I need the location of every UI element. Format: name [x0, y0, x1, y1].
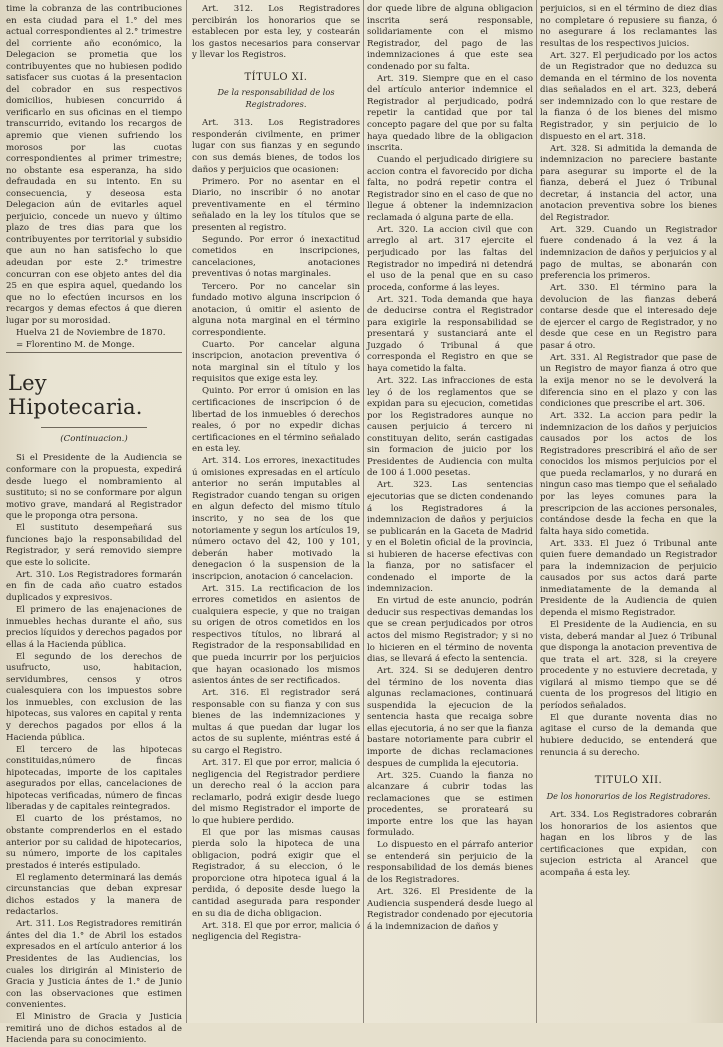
- article-paragraph: Art. 313. Los Registradores responderán civilmente, en primer lugar con sus fianzas y en segundo con sus demás bienes, de todos los daños y perjuicios que ocasionen:: [192, 118, 360, 175]
- article-paragraph: Art. 322. Las infracciones de esta ley ó de los reglamentos que se expidan para su ejecucion, cometidas por los Registradores aunque no causen perjuicio á tercero ni constituyan delito, serán castigadas sin formacion de juicio por los Presidentes de Audiencia con multa de 100 á 1.000 pesetas.: [367, 376, 533, 479]
- article-paragraph: Art. 328. Si admitida la demanda de indemnizacion no pareciere bastante para asegurar su importe el de la fianza, deberá el Juez ó Tribunal decretar, á instancia del actor, una anotacion preventiva sobre los bienes del Registrador.: [540, 143, 717, 223]
- notice-signature: = Florentino M. de Monge.: [16, 339, 135, 350]
- article-paragraph: El que por las mismas causas pierda solo la hipoteca de una obligacion, podrá exigir que el Registrador, á su eleccion, ó le proporcione otra hipoteca igual á la perdida, ó deposite desde luego la cantidad asegurada para responder en su dia de dicha obligacion.: [192, 827, 360, 919]
- article-paragraph: Art. 314. Los errores, inexactitudes ú omisiones expresadas en el artículo anterior no serán imputables al Registrador cuando tengan su origen en algun defecto del mismo título inscrito, y no sea de los que notoriamente y segun los artículos 19, número octavo del 42, 100 y 101, deberán haber motivado la denegacion ó la suspension de la inscripcion, anotacion ó cancelacion.: [192, 456, 360, 582]
- article-paragraph: perjuicios, si en el término de diez dias no completare ó repusiere su fianza, ó no asegurare á los reclamantes las resultas de los respectivos juicios.: [540, 4, 717, 49]
- title-heading: TITULO XII.: [594, 775, 663, 787]
- article-paragraph: Lo dispuesto en el párrafo anterior se entenderá sin perjuicio de la responsabilidad de los demás bienes de los Registradores.: [367, 840, 533, 886]
- article-paragraph: Art. 333. El Juez ó Tribunal ante quien fuere demandado un Registrador para la indemnizacion de perjuicio causados por sus actos dará parte inmediatamente de la demanda al Presidente de la Audiencia de quien dependa el mismo Registrador.: [540, 538, 717, 618]
- article-paragraph: El que durante noventa dias no agitase el curso de la demanda que hubiere deducido, se entenderá que renuncia á su derecho.: [540, 712, 717, 758]
- article-paragraph: El sustituto desempeñará sus funciones bajo la responsabilidad del Registrador, y será removido siempre que este lo solicite.: [6, 523, 182, 568]
- column-rule: [363, 0, 364, 1023]
- notice-date: Huelva 21 de Noviembre de 1870.: [16, 327, 166, 338]
- title-divider: [41, 427, 147, 428]
- article-paragraph: Art. 317. El que por error, malicia ó negligencia del Registrador perdiere un derecho real ó la accion para reclamarlo, podrá exigir desde luego del mismo Registrador el importe de lo que hubiere perdido.: [192, 757, 360, 826]
- article-paragraph: Art. 321. Toda demanda que haya de deducirse contra el Registrador para exigirle la responsabilidad se presentará y sustanciará ante el Juzgado ó Tribunal á que corresponda el Registro en que se haya cometido la falta.: [367, 294, 533, 374]
- article-paragraph: dor quede libre de alguna obligacion inscrita será responsable, solidariamente con el mismo Registrador, del pago de las indemnizaciones á que este sea condenado por su falta.: [367, 4, 533, 72]
- notice-text: time la cobranza de las contribuciones en esta ciudad para el 1.° del mes actual correspondientes al 2.° trimestre del corriente año económico, la Delegacion se prometia que los contribuyentes que no hubiesen podido satisfacer sus cuotas á la presentacion del cobrador en sus respectivos domicilios, hubiesen concurrido á verificarlo en sus oficinas en el tiempo transcurrido, evitando los recargos de apremio que vienen sufriendo los morosos por las cuotas correspondientes al primer trimestre; no obstante esa esperanza, ha sido defraudada en su intento. En su consecuencia, y deseosa esta Delegacion aún de evitarles aquel perjuicio, concede un nuevo y último plazo de tres dias para que los contribuyentes por territorial y subsidio que aun no han satisfecho lo que adeudan por este 2.° trimestre concurran con ese objeto antes del dia 25 en que espira aquel, quedando los que no lo efectúen incursos en los recargos y demas efectos á que dieren lugar por su morosidad.: [6, 4, 182, 326]
- article-paragraph: Art. 332. La accion para pedir la indemnizacion de los daños y perjuicios causados por los actos de los Registradores prescribirá el año de ser conocidos los mismos perjuicios por el que pueda reclamarlos, y no durará en ningun caso mas tiempo que el señalado por las leyes comunes para la prescripcion de las acciones personales, contándose desde la fecha en que la falta haya sido cometida.: [540, 411, 717, 537]
- title-heading: TÍTULO XI.: [244, 71, 308, 83]
- article-paragraph: Art. 310. Los Registradores formarán en fin de cada año cuatro estados duplicados y expresivos.: [6, 569, 182, 604]
- article-paragraph: El primero de las enajenaciones de inmuebles hechas durante el año, sus precios líquidos y derechos pagados por ellas á la Hacienda pública.: [6, 605, 182, 650]
- title-subheading: De los honorarios de los Registradores.: [546, 790, 711, 801]
- article-paragraph: El segundo de los derechos de usufructo, uso, habitacion, servidumbres, censos y otros cualesquiera con los impuestos sobre los inmuebles, con exclusion de las hipotecas, sus valores en capital y renta y derechos pagados por ellos á la Hacienda pública.: [6, 651, 182, 743]
- article-paragraph: Art. 329. Cuando un Registrador fuere condenado á la vez á la indemnizacion de daños y perjuicios y al pago de multas, se abonarán con preferencia los primeros.: [540, 224, 717, 282]
- column-rule: [186, 0, 187, 1023]
- article-paragraph: Art. 326. El Presidente de la Audiencia suspenderá desde luego al Registrador condenado por ejecutoria á la indemnizacion de daños y: [367, 887, 533, 932]
- article-paragraph: El reglamento determinará las demás circunstancias que deban expresar dichos estados y la manera de redactarlos.: [6, 872, 182, 918]
- article-paragraph: Primero. Por no asentar en el Diario, no inscribir ó no anotar preventivamente en el término señalado en la ley los títulos que se presenten al registro.: [192, 176, 360, 233]
- article-paragraph: Quinto. Por error ú omision en las certificaciones de inscripcion ó de libertad de los inmuebles ó derechos reales, ó por no expedir dichas certificaciones en el término señalado en esta ley.: [192, 386, 360, 455]
- article-paragraph: Art. 324. Si se dedujeren dentro del término de los noventa dias algunas reclamaciones, continuará suspendida la ejecucion de la sentencia hasta que recaiga sobre ellas ejecutoria, á no ser que la fianza bastare notoriamente para cubrir el importe de dichas reclamaciones despues de cumplida la ejecutoria.: [367, 666, 533, 769]
- article-paragraph: Art. 312. Los Registradores percibirán los honorarios que se establecen por esta ley, y costearán los gastos necesarios para conservar y llevar los Registros.: [192, 4, 360, 61]
- column-rule: [536, 0, 537, 1023]
- article-paragraph: Art. 319. Siempre que en el caso del artículo anterior indemnice el Registrador al perjudicado, podrá repetir la cantidad que por tal concepto pagare del que por su falta haya quedado libre de la obligacion inscrita.: [367, 73, 533, 154]
- column-3: [367, 4, 533, 934]
- article-paragraph: Art. 318. El que por error, malicia ó negligencia del Registra-: [192, 920, 360, 943]
- column-1: [6, 4, 182, 1047]
- column-2: [192, 4, 360, 944]
- column-4: [540, 4, 717, 880]
- article-paragraph: Cuando el perjudicado dirigiere su accion contra el favorecido por dicha falta, no podrá repetir contra el Registrador sino en el caso de que no llegue á obtener la indemnizacion reclamada ó alguna parte de ella.: [367, 155, 533, 223]
- article-paragraph: Art. 323. Las sentencias ejecutorias que se dicten condenando á los Registradores á la indemnizacion de daños y perjuicios se publicarán en la Gaceta de Madrid y en el Boletin oficial de la provincia, si hubieren de hacerse efectivas con la fianza, por no satisfacer el condenado el importe de la indemnizacion.: [367, 480, 533, 595]
- article-paragraph: El Presidente de la Audiencia, en su vista, deberá mandar al Juez ó Tribunal que disponga la anotacion preventiva de que trata el art. 328, si la creyere procedente y no estuviere decretada, y vigilará al mismo tiempo que se dé cuenta de los progresos del litigio en períodos señalados.: [540, 619, 717, 711]
- article-paragraph: Art. 320. La accion civil que con arreglo al art. 317 ejercite el perjudicado por las faltas del Registrador no impedirá ni detendrá el uso de la penal que en su caso proceda, conforme á las leyes.: [367, 224, 533, 293]
- article-paragraph: Art. 311. Los Registradores remitirán ántes del dia 1.° de Abril los estados expresados en el artículo anterior á los Presidentes de las Audiencias, los cuales los dirigirán al Ministerio de Gracia y Justicia ántes de 1.° de Junio con las observaciones que estimen convenientes.: [6, 919, 182, 1011]
- continued-label: (Continuacion.): [60, 433, 128, 444]
- article-paragraph: El Ministro de Gracia y Justicia remitirá uno de dichos estados al de Hacienda para su conocimiento.: [6, 1012, 182, 1046]
- section-divider: [6, 352, 182, 353]
- section-title: Ley Hipotecaria.: [8, 370, 143, 419]
- article-paragraph: Cuarto. Por cancelar alguna inscripcion, anotacion preventiva ó nota marginal sin el título y los requisitos que exige esta ley.: [192, 339, 360, 385]
- article-paragraph: Art. 331. Al Registrador que pase de un Registro de mayor fianza á otro que la exija menor no se le devolverá la diferencia sino en el plazo y con las condiciones que prescribe el art. 306.: [540, 352, 717, 410]
- article-paragraph: Tercero. Por no cancelar sin fundado motivo alguna inscripcion ó anotacion, ú omitir el asiento de alguna nota marginal en el término correspondiente.: [192, 281, 360, 338]
- article-paragraph: Art. 325. Cuando la fianza no alcanzare á cubrir todas las reclamaciones que se estimen procedentes, se prorateará su importe entre los que las hayan formulado.: [367, 770, 533, 839]
- article-paragraph: Art. 315. La rectificacion de los errores cometidos en asientos de cualquiera especie, y que no traigan su origen de otros cometidos en los respectivos títulos, no librará al Registrador de la responsabilidad en que pueda incurrir por los perjuicios que hayan ocasionado los mismos asientos ántes de ser rectificados.: [192, 583, 360, 687]
- article-paragraph: Art. 330. El término para la devolucion de las fianzas deberá contarse desde que el interesado deje de ejercer el cargo de Registrador, y no desde que cese en un Registro para pasar á otro.: [540, 283, 717, 351]
- title-subheading: De la responsabilidad de los Registradores.: [217, 87, 335, 109]
- article-paragraph: Art. 327. El perjudicado por los actos de un Registrador que no deduzca su demanda en el término de los noventa dias señalados en el art. 323, deberá ser indemnizado con lo que restare de la fianza ó de los bienes del mismo Registrador, y sin perjuicio de lo dispuesto en el art. 318.: [540, 50, 717, 142]
- article-paragraph: El cuarto de los préstamos, no obstante comprenderlos en el estado anterior por su calidad de hipotecarios, su número, importe de los capitales prestados é interés estipulado.: [6, 814, 182, 871]
- article-paragraph: El tercero de las hipotecas constituidas,número de fincas hipotecadas, importe de los capitales asegurados por ellas, cancelaciones de hipotecas verificadas, número de fincas liberadas y de capitales reintegrados.: [6, 744, 182, 813]
- article-paragraph: Segundo. Por error ó inexactitud cometidos en inscripciones, cancelaciones, anotaciones preventivas ó notas marginales.: [192, 234, 360, 280]
- article-paragraph: Art. 316. El registrador será responsable con su fianza y con sus bienes de las indemnizaciones y multas á que puedan dar lugar los actos de su suplente, miéntras esté á su cargo el Registro.: [192, 688, 360, 756]
- article-paragraph: Art. 334. Los Registradores cobrarán los honorarios de los asientos que hagan en los libros y de las certificaciones que expidan, con sujecion estricta al Arancel que acompaña á esta ley.: [540, 810, 717, 878]
- article-paragraph: En virtud de este anuncio, podrán deducir sus respectivas demandas los que se crean perjudicados por otros actos del mismo Registrador; y si no lo hicieren en el término de noventa dias, se llevará á efecto la sentencia.: [367, 596, 533, 665]
- article-paragraph: Si el Presidente de la Audiencia se conformare con la propuesta, expedirá desde luego el nombramiento al sustituto; si no se conformare por algun motivo grave, mandará al Registrador que le proponga otra persona.: [6, 453, 182, 522]
